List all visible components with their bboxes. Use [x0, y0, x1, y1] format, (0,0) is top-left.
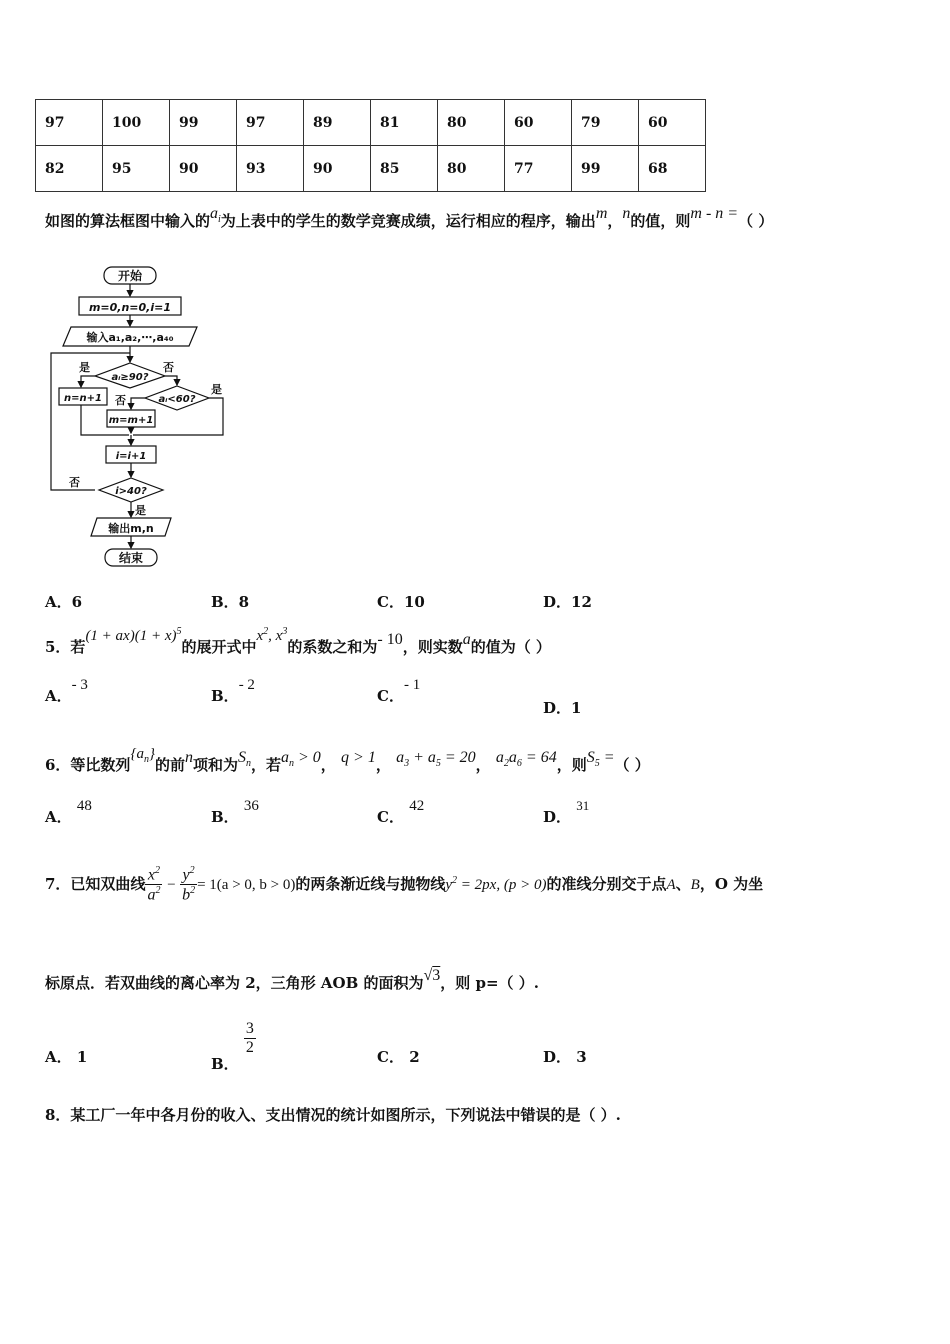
q7-option-b[interactable]: B． $\frac{3}{2}$ [211, 1020, 254, 1073]
q5-stem [45, 626, 551, 657]
q6-option-c[interactable]: C． 42 [377, 798, 425, 826]
var-n: n [622, 205, 631, 222]
q6-text: ，则 [556, 756, 587, 774]
flow-no-label: 否 [163, 361, 174, 374]
table-cell: 80 [438, 146, 505, 192]
flowchart [45, 262, 245, 572]
flow-yes-label: 是 [211, 383, 222, 396]
q5-text: 的系数之和为 [287, 638, 378, 656]
q6-option-d[interactable]: D． 31 [543, 798, 590, 826]
flow-no-label: 否 [115, 394, 126, 407]
flow-init-label: m=0,n=0,i=1 [88, 301, 172, 314]
q7-option-d[interactable]: D． 3 [543, 1048, 587, 1066]
q7-option-a[interactable]: A． 1 [45, 1048, 88, 1066]
flow-input-label: 输入a₁,a₂,⋯,a₄₀ [86, 331, 174, 344]
var-a: $a_i$ [210, 205, 221, 226]
q4-option-a[interactable]: A．6 [45, 593, 83, 611]
q4-text: 为上表中的学生的数学竞赛成绩，运行相应的程序，输出 [220, 212, 596, 230]
flow-cond1-label: aᵢ≥90? [111, 372, 149, 383]
q4-option-d[interactable]: D．12 [543, 593, 592, 611]
q7-frac-x: $\frac{x^2}{a^2}$ [147, 865, 161, 904]
table-cell: 80 [438, 100, 505, 146]
q6-stem: 6．等比数列$\{a_n\}$的前n项和为$S_n$，若$a_n > 0$， q > 1， $a_3 + a_5 = 20$， $a_2a_6 = 64$，则$S_5$ =（ ） [45, 746, 650, 774]
q6-s5: $S_5$ = [586, 749, 615, 770]
var-s: $S_n$ [237, 749, 251, 770]
q4-option-b[interactable]: B．8 [211, 593, 250, 611]
var-a: a [462, 631, 471, 648]
q5-value: - 10 [377, 631, 403, 648]
q4-text: ， [607, 212, 623, 230]
table-cell: 60 [505, 100, 572, 146]
q7-stem: 7．已知双曲线 $\frac{x^2}{a^2}$ − $\frac{y^2}{b^2}$ = 1(a > 0, b > 0)的两条渐近线与抛物线$y^2 = 2px$, (p > 0)的准线分别交于点A、B，O 为坐 [45, 865, 764, 904]
q6-text: （ ） [614, 756, 650, 774]
q7-option-c[interactable]: C． 2 [377, 1048, 420, 1066]
q7-text: 7．已知双曲线 [45, 874, 146, 893]
q5-text: ，则实数 [402, 638, 463, 656]
q5-option-b[interactable]: B．- 2 [211, 677, 255, 705]
q5-option-a[interactable]: A．- 3 [45, 677, 88, 705]
q4-expr: m - n = [690, 205, 739, 222]
flow-n-inc-label: n=n+1 [64, 393, 102, 404]
table-cell: 68 [639, 146, 706, 192]
table-cell: 90 [170, 146, 237, 192]
q7-frac-y: $\frac{y^2}{b^2}$ [182, 865, 196, 904]
q5-text: 的展开式中 [181, 638, 257, 656]
q7-frac-option: $\frac{3}{2}$ [245, 1020, 254, 1056]
q7-text: ，O 为坐 [699, 874, 764, 893]
var-n: n [184, 749, 193, 766]
q6-text: ，若 [250, 756, 281, 774]
flow-start-label: 开始 [117, 269, 143, 283]
table-row [36, 100, 706, 146]
q5-text: 5．若 [45, 638, 86, 656]
var-m: m [595, 205, 608, 222]
table-cell: 99 [170, 100, 237, 146]
table-cell: 89 [304, 100, 371, 146]
flow-output-label: 输出m,n [108, 522, 154, 535]
q4-bracket: （ ） [738, 212, 774, 230]
q6-cond2: q > 1 [341, 749, 376, 766]
q4-option-c[interactable]: C．10 [377, 593, 425, 611]
q6-cond4: $a_2a_6 = 64$ [495, 749, 557, 770]
q4-text: 如图的算法框图中输入的 [45, 212, 211, 230]
flow-no-label: 否 [69, 476, 80, 489]
table-cell: 95 [103, 146, 170, 192]
q6-option-b[interactable]: B． 36 [211, 798, 259, 826]
table-cell: 60 [639, 100, 706, 146]
q7-parab: $y^2 = 2px$, (p > 0) [445, 874, 547, 893]
table-cell: 97 [36, 100, 103, 146]
flow-end-label: 结束 [118, 551, 144, 565]
q4-stem [45, 205, 774, 233]
q5-terms: $x^2$, $x^3$ [256, 626, 288, 644]
q5-option-c[interactable]: C．- 1 [377, 677, 421, 705]
q6-seq: $\{a_n\}$ [130, 746, 155, 765]
table-cell: 97 [237, 100, 304, 146]
table-cell: 100 [103, 100, 170, 146]
q6-cond1: $a_n > 0$ [281, 749, 321, 770]
flow-cond2-label: aᵢ<60? [158, 394, 196, 405]
q6-option-a[interactable]: A． 48 [45, 798, 92, 826]
q7-stem-line2 [45, 967, 540, 993]
q7-sqrt: √3 [423, 967, 441, 984]
table-cell: 82 [36, 146, 103, 192]
q7-text: 标原点．若双曲线的离心率为 2，三角形 AOB 的面积为 [45, 974, 424, 992]
flow-i-inc-label: i=i+1 [115, 451, 147, 462]
q8-stem: 8．某工厂一年中各月份的收入、支出情况的统计如图所示，下列说法中错误的是（ ）. [45, 1106, 621, 1124]
q4-text: 的值，则 [630, 212, 691, 230]
q7-text: 的准线分别交于点 [546, 874, 667, 893]
q6-text: 项和为 [192, 756, 238, 774]
point-b: B [690, 876, 700, 893]
q7-text: 的两条渐近线与抛物线 [295, 874, 446, 893]
table-row [36, 146, 706, 192]
q7-cond: = 1(a > 0, b > 0) [197, 876, 296, 893]
q6-text: 6．等比数列 [45, 756, 131, 774]
table-cell: 85 [371, 146, 438, 192]
table-cell: 99 [572, 146, 639, 192]
q7-text: 、 [675, 874, 691, 893]
q5-expr: $(1 + ax)(1 + x)^5$ [85, 626, 182, 644]
table-cell: 77 [505, 146, 572, 192]
table-cell: 81 [371, 100, 438, 146]
q6-text: 的前 [154, 756, 185, 774]
q6-cond3: $a_3 + a_5 = 20$ [396, 749, 476, 770]
table-cell: 79 [572, 100, 639, 146]
table-cell: 90 [304, 146, 371, 192]
score-table [35, 99, 706, 192]
q5-text: 的值为（ ） [470, 638, 551, 656]
q7-text: ，则 p=（ ）. [440, 974, 540, 992]
table-cell: 93 [237, 146, 304, 192]
q5-option-d[interactable]: D．1 [543, 699, 582, 717]
flow-cond3-label: i>40? [115, 486, 147, 497]
flow-m-inc-label: m=m+1 [108, 415, 154, 426]
flow-yes-label: 是 [135, 504, 146, 517]
flow-yes-label: 是 [79, 361, 90, 374]
point-a: A [666, 876, 676, 893]
